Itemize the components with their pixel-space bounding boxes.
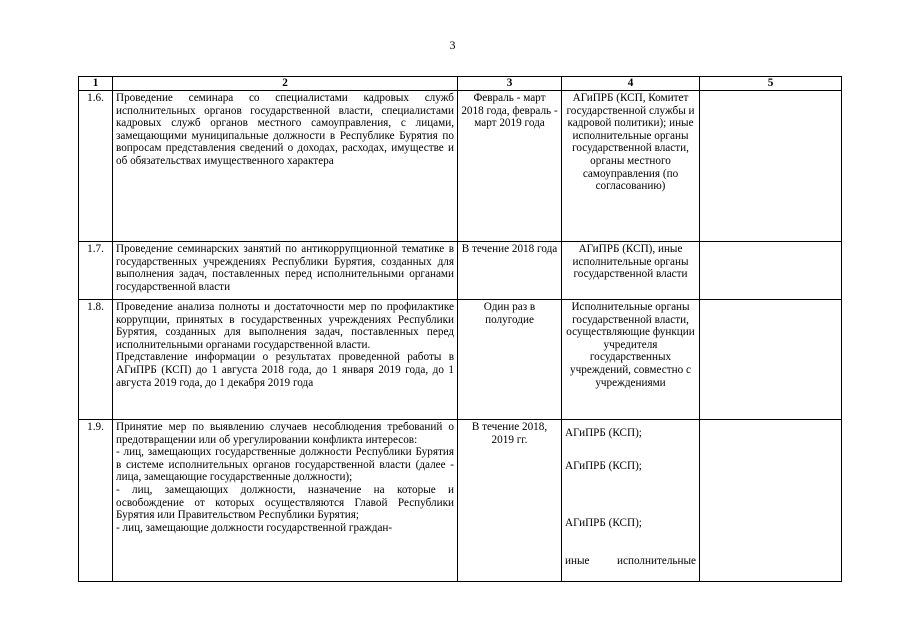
table-row (79, 300, 842, 420)
row-description: Проведение семинара со специалистами кадровых служб исполнительных органов государственной власти, специалистами кадровых служб органов местного самоуправления, с лицами, замещающими муниципальные должности в Республике Бурятия по вопросам представления сведений о доходах, расходах, имуществе и об обязательствах имущественного характера (113, 91, 458, 242)
header-row (79, 77, 842, 91)
row-number: 1.9. (79, 420, 113, 582)
row-term: Один раз в полугодие (458, 300, 562, 420)
table-row (79, 242, 842, 300)
row-note (700, 91, 842, 242)
row-note (700, 420, 842, 582)
responsible-entry (565, 555, 696, 568)
plan-table (78, 76, 842, 582)
column-header: 2 (113, 77, 458, 91)
responsible-entry: АГиПРБ (КСП); (565, 459, 642, 472)
row-note (700, 242, 842, 300)
row-term: В течение 2018 года (458, 242, 562, 300)
row-responsible: АГиПРБ (КСП, Комитет государственной службы и кадровой политики); иные исполнительные органы государственной власти, органы местного самоуправления (по согласованию) (562, 91, 700, 242)
row-term: В течение 2018, 2019 гг. (458, 420, 562, 582)
row-number: 1.6. (79, 91, 113, 242)
row-description (113, 300, 458, 420)
description-paragraph: Представление информации о результатах проведенной работы в АГиПРБ (КСП) до 1 августа 2018 года, до 1 января 2019 года, до 1 августа 2019 года, до 1 декабря 2019 года (116, 351, 454, 389)
table-row (79, 420, 842, 582)
responsible-word: исполнительные (617, 554, 696, 567)
row-note (700, 300, 842, 420)
description-paragraph: Принятие мер по выявлению случаев несоблюдения требований о предотвращении или об урегулировании конфликта интересов: (116, 421, 454, 446)
row-description: Проведение семинарских занятий по антикоррупционной тематике в государственных учреждениях Республики Бурятия, созданных для выполнения задач, поставленных перед исполнительными органами государственной власти (113, 242, 458, 300)
table-row (79, 91, 842, 242)
column-header: 1 (79, 77, 113, 91)
row-term: Февраль - март 2018 года, февраль - март 2019 года (458, 91, 562, 242)
responsible-entry: АГиПРБ (КСП); (565, 427, 642, 439)
responsible-word: иные (565, 554, 590, 567)
column-header: 3 (458, 77, 562, 91)
row-number: 1.7. (79, 242, 113, 300)
column-header: 5 (700, 77, 842, 91)
description-paragraph: Проведение анализа полноты и достаточности мер по профилактике коррупции, принятых в государственных учреждениях Республики Бурятия, созданных для выполнения задач, поставленных перед исполнительными органами государственной власти. (116, 301, 454, 351)
description-paragraph: - лиц, замещающих государственные должности Республики Бурятия в системе исполнительных органов государственной власти (далее - лица, замещающие государственные должности); (116, 446, 454, 484)
description-paragraph: - лиц, замещающих должности, назначение на которые и освобождение от которых осуществляются Главой Республики Бурятия или Правительством Республики Бурятия; (116, 483, 454, 522)
row-responsible: Исполнительные органы государственной власти, осуществляющие функции учредителя государственных учреждений, совместно с учреждениями (562, 300, 700, 420)
description-paragraph: - лиц, замещающие должности государственной граждан- (116, 521, 393, 534)
row-responsible (562, 420, 700, 582)
page-number: 3 (449, 38, 456, 52)
row-number: 1.8. (79, 300, 113, 420)
row-description (113, 420, 458, 582)
column-header: 4 (562, 77, 700, 91)
row-responsible: АГиПРБ (КСП), иные исполнительные органы государственной власти (562, 242, 700, 300)
responsible-entry: АГиПРБ (КСП); (565, 517, 642, 530)
